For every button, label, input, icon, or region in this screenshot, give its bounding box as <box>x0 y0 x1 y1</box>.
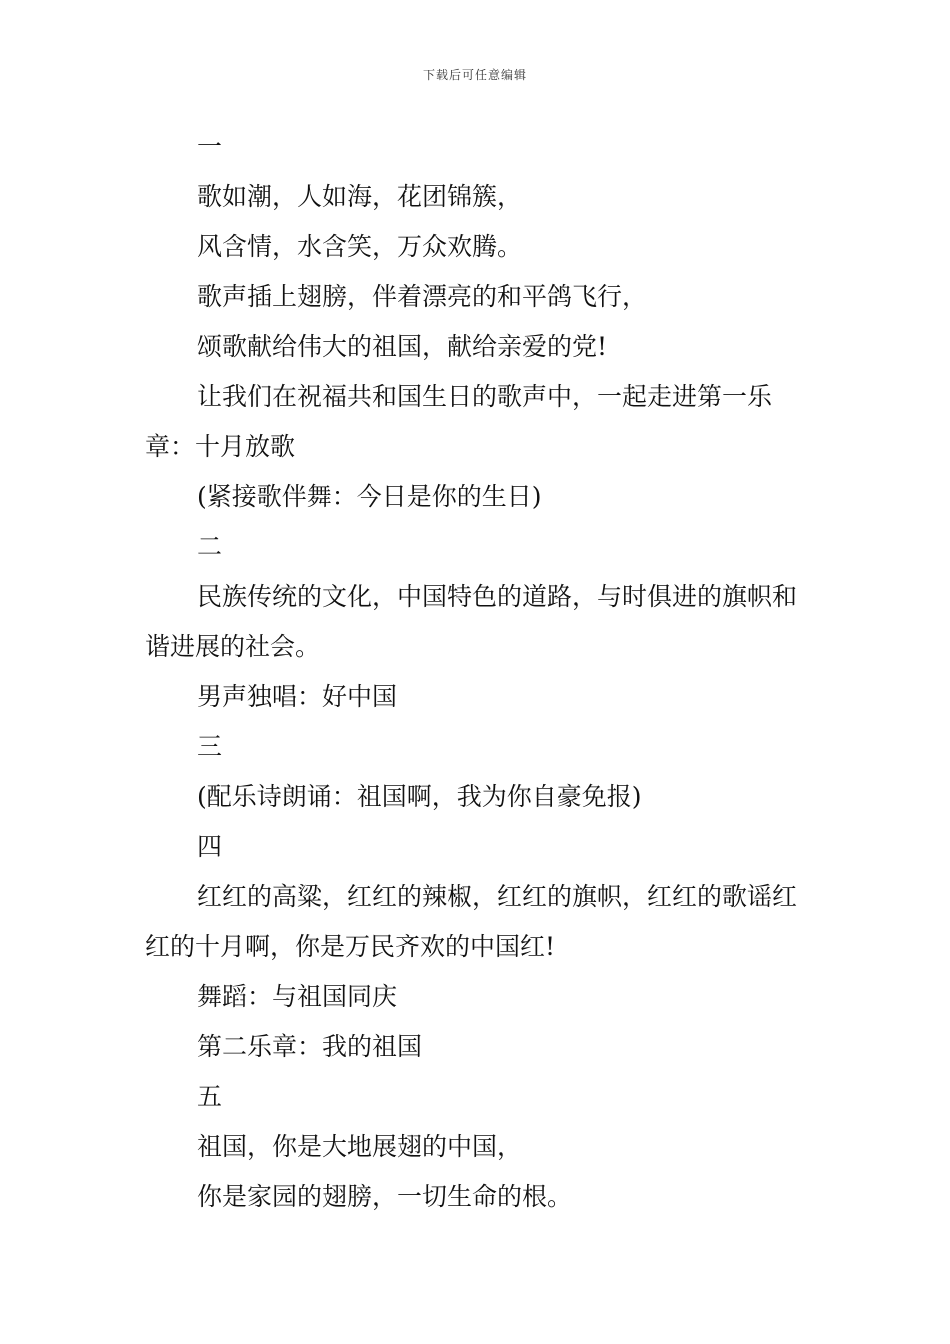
paragraph: 歌声插上翅膀，伴着漂亮的和平鸽飞行， <box>197 282 648 311</box>
paragraph: (紧接歌伴舞：今日是你的生日) <box>197 482 542 511</box>
paragraph: 男声独唱：好中国 <box>197 682 398 711</box>
paragraph-section-4: 四 <box>197 832 223 861</box>
paragraph: 第二乐章：我的祖国 <box>197 1032 423 1061</box>
paragraph: 让我们在祝福共和国生日的歌声中，一起走进第一乐章：十月放歌 <box>145 382 773 461</box>
paragraph: 民族传统的文化，中国特色的道路，与时俱进的旗帜和谐进展的社会。 <box>145 582 798 661</box>
paragraph: (配乐诗朗诵：祖国啊，我为你自豪免报) <box>197 782 642 811</box>
paragraph: 红红的高粱，红红的辣椒，红红的旗帜，红红的歌谣红红的十月啊，你是万民齐欢的中国红! <box>145 882 798 961</box>
document-body <box>145 122 815 1222</box>
paragraph-section-3: 三 <box>197 732 223 761</box>
paragraph-section-1: 一 <box>197 132 223 161</box>
paragraph: 风含情，水含笑，万众欢腾。 <box>197 232 523 261</box>
paragraph: 歌如潮，人如海，花团锦簇， <box>197 182 523 211</box>
paragraph: 祖国，你是大地展翅的中国， <box>197 1132 523 1161</box>
paragraph-section-5: 五 <box>197 1082 223 1111</box>
paragraph: 你是家园的翅膀，一切生命的根。 <box>197 1182 573 1211</box>
page-header: 下载后可任意编辑 <box>422 68 527 82</box>
paragraph: 舞蹈：与祖国同庆 <box>197 982 398 1011</box>
paragraph-section-2: 二 <box>197 532 223 561</box>
paragraph: 颂歌献给伟大的祖国，献给亲爱的党! <box>197 332 608 361</box>
